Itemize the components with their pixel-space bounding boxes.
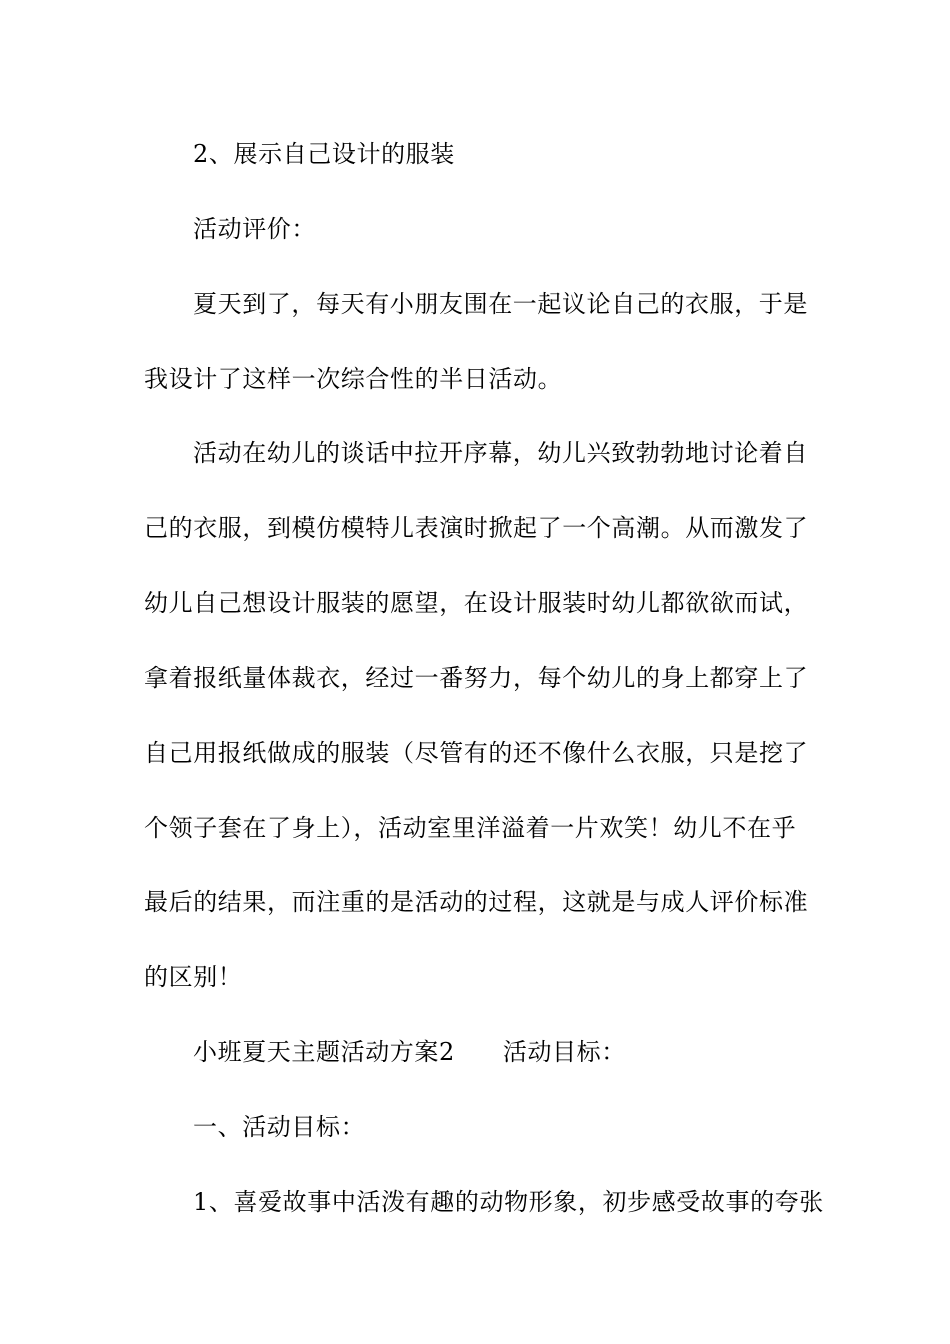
paragraph-line: 的区别！: [144, 963, 243, 991]
paragraph-line: 最后的结果，而注重的是活动的过程，这就是与成人评价标准: [144, 888, 809, 916]
goal-item-1: 1、喜爱故事中活泼有趣的动物形象，初步感受故事的夸张: [193, 1188, 824, 1216]
paragraph-line: 自己用报纸做成的服装（尽管有的还不像什么衣服，只是挖了: [144, 739, 809, 767]
paragraph-line: 己的衣服，到模仿模特儿表演时掀起了一个高潮。从而激发了: [144, 514, 809, 542]
paragraph-line: 拿着报纸量体裁衣，经过一番努力，每个幼儿的身上都穿上了: [144, 664, 809, 692]
paragraph-line: 活动在幼儿的谈话中拉开序幕，幼儿兴致勃勃地讨论着自: [193, 439, 808, 467]
heading-activity-evaluation: 活动评价：: [193, 215, 316, 243]
paragraph-line: 夏天到了，每天有小朋友围在一起议论自己的衣服，于是: [193, 290, 808, 318]
paragraph-line: 个领子套在了身上），活动室里洋溢着一片欢笑！幼儿不在乎: [144, 814, 797, 842]
paragraph-line: 幼儿自己想设计服装的愿望，在设计服装时幼儿都欲欲而试，: [144, 589, 809, 617]
heading-activity-goals: 一、活动目标：: [193, 1113, 366, 1141]
section-item-2: 2、展示自己设计的服装: [193, 140, 455, 168]
activity-goals-label: 活动目标：: [502, 1038, 626, 1066]
paragraph-line: 我设计了这样一次综合性的半日活动。: [144, 365, 563, 393]
plan-title-line: [193, 1036, 814, 1068]
plan-title: 小班夏天主题活动方案2: [193, 1038, 455, 1066]
